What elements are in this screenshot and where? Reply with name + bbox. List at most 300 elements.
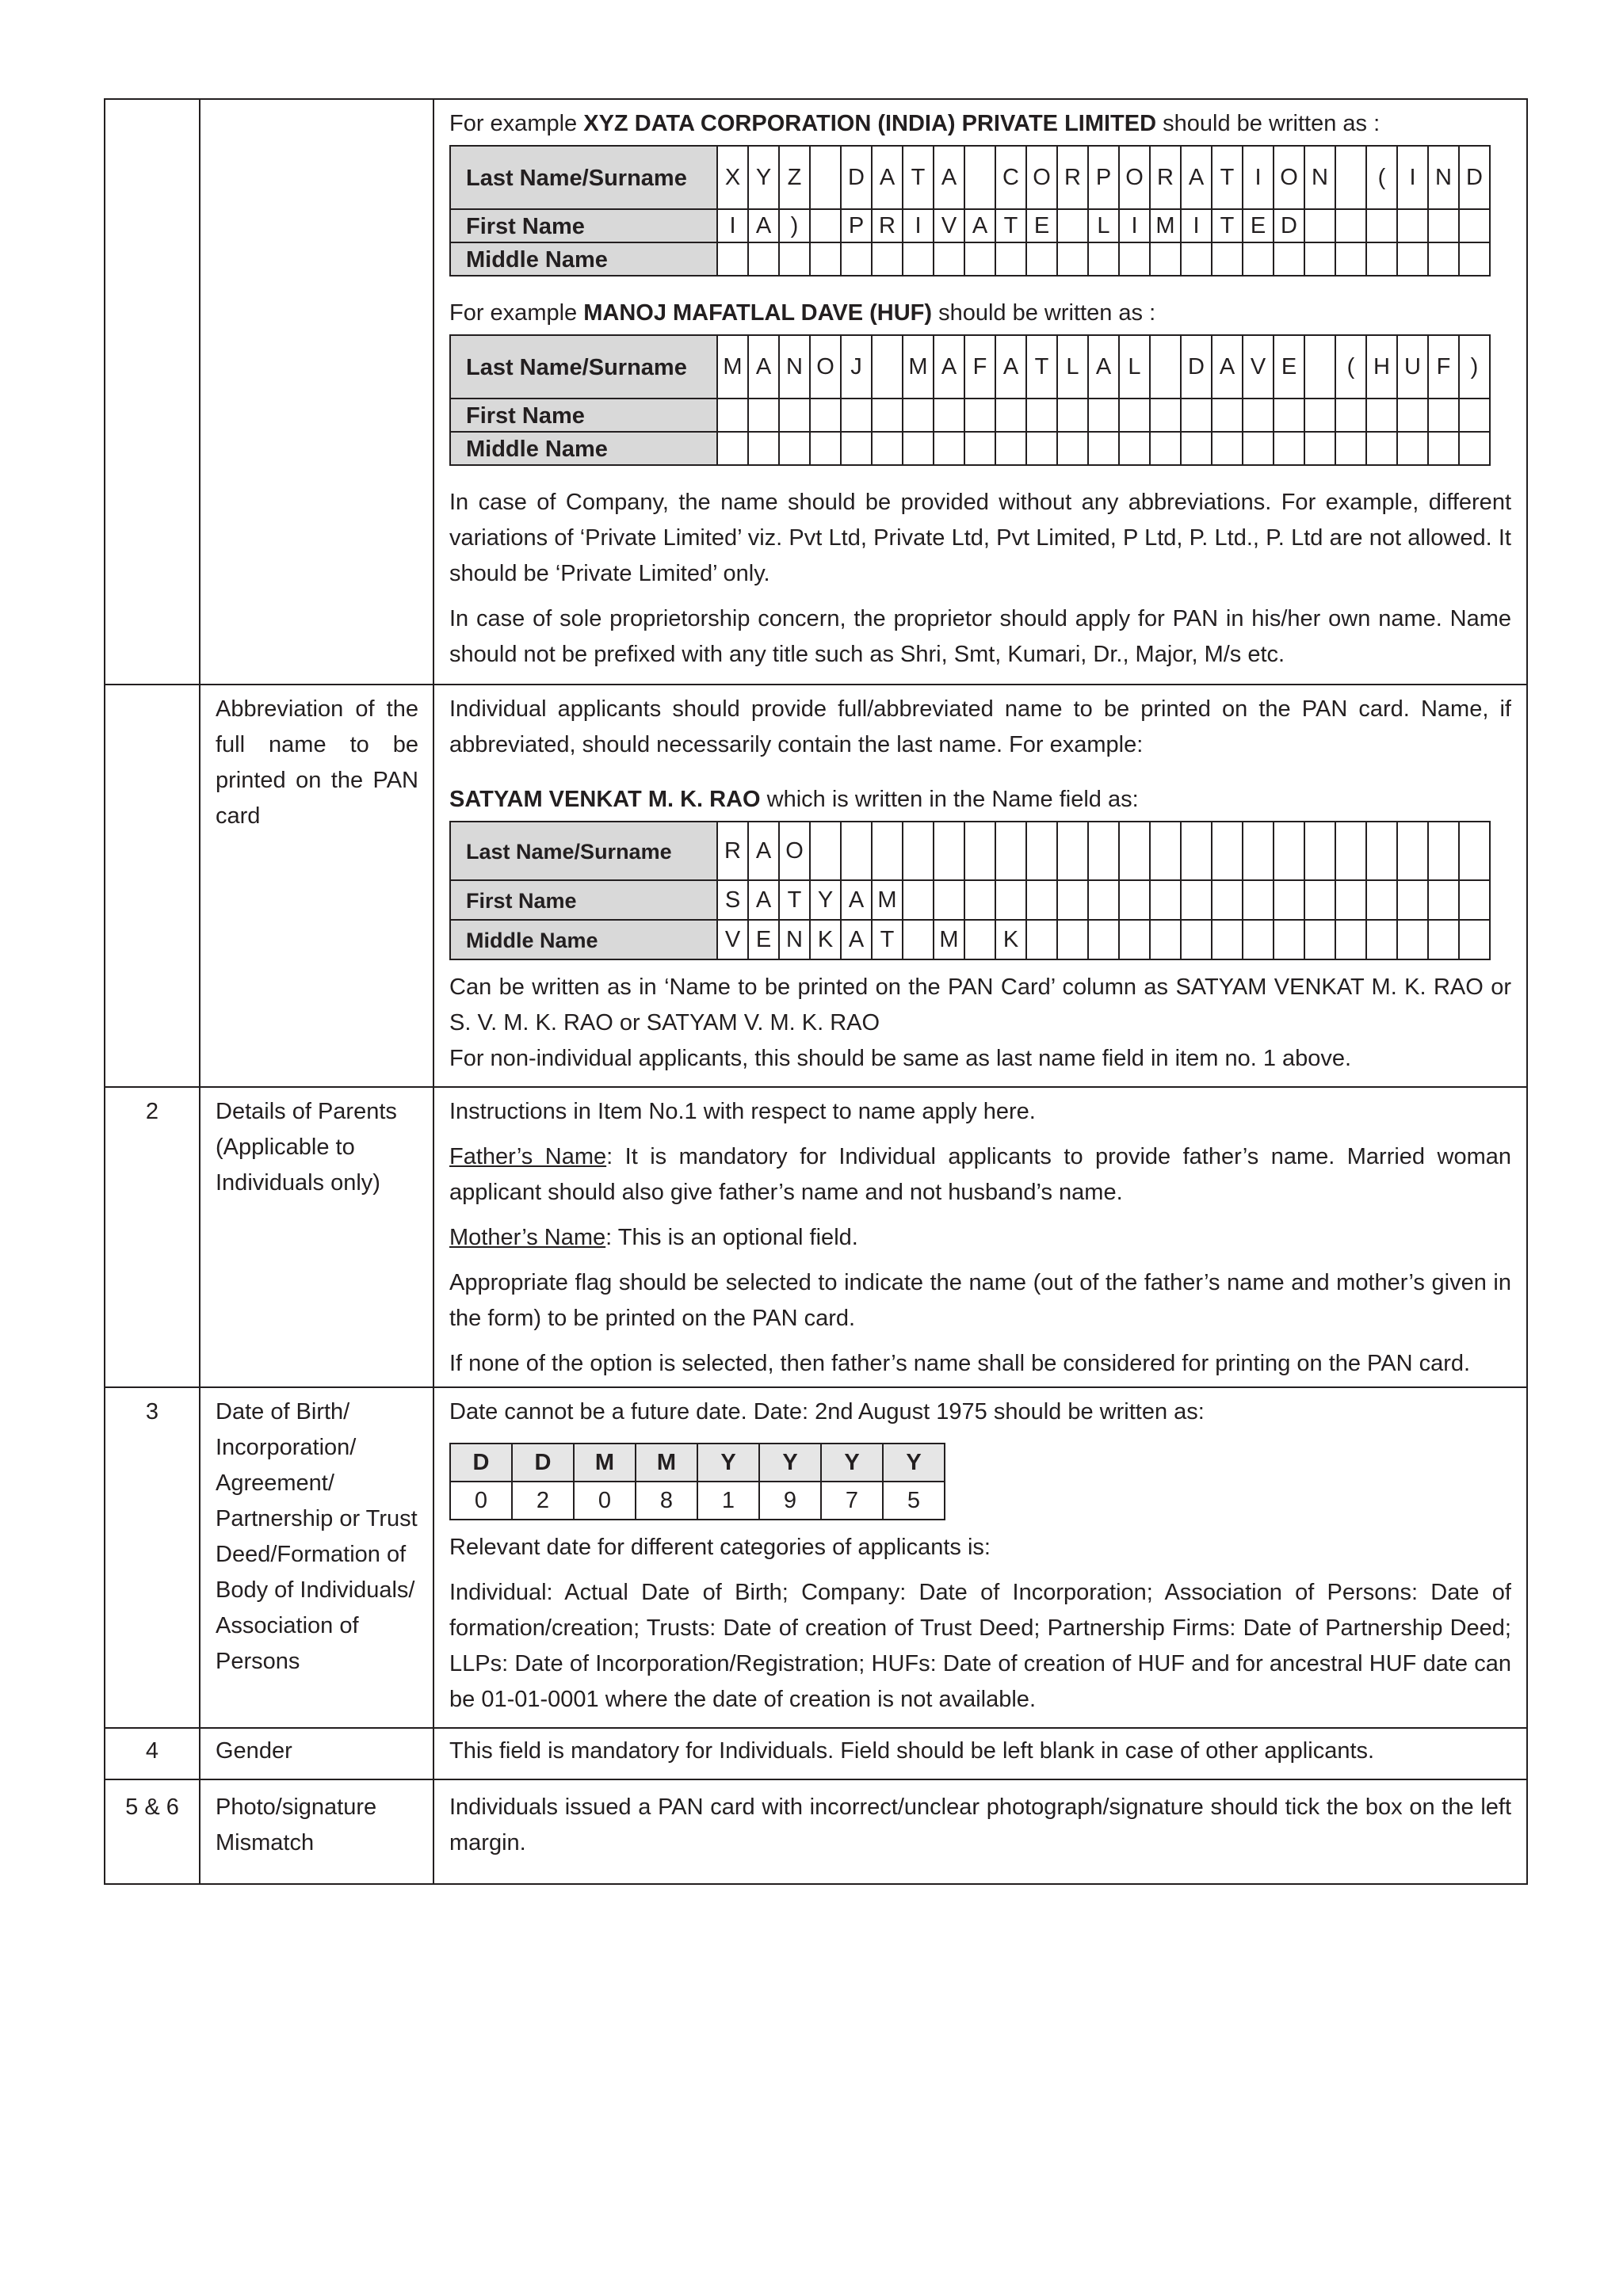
grid-char-cell: T [1212, 209, 1243, 242]
item-label-cell [200, 99, 433, 685]
date-value-cell: 0 [450, 1482, 512, 1520]
grid-char-cell [841, 399, 872, 432]
item-number-cell [105, 685, 200, 1087]
grid-char-cell: A [748, 822, 779, 880]
item-label-cell: Date of Birth/ Incorporation/ Agreement/ Partnership or Trust Deed/Formation of Body of Individuals/ Association of Persons [200, 1387, 433, 1728]
grid-char-cell: E [1274, 335, 1304, 399]
grid-char-cell [717, 242, 748, 276]
mother-name-text: : This is an optional field. [605, 1225, 858, 1250]
grid-char-cell: A [934, 335, 964, 399]
table-row-item2 [105, 1087, 1527, 1387]
item-number-cell [105, 99, 200, 685]
grid-char-cell: T [995, 209, 1026, 242]
example-intro: For example [449, 111, 584, 136]
grid-char-cell [934, 432, 964, 465]
grid-char-cell: O [1119, 146, 1150, 209]
date-format-cell: M [574, 1444, 636, 1482]
grid-char-cell [1335, 920, 1366, 959]
grid-char-cell: E [1243, 209, 1274, 242]
grid-char-cell: E [1026, 209, 1057, 242]
grid-char-cell: V [717, 920, 748, 959]
grid-char-cell [964, 880, 995, 920]
grid-row-last-name [450, 335, 1490, 399]
grid-char-cell [1119, 822, 1150, 880]
grid-char-cell: A [748, 209, 779, 242]
example-suffix: should be written as : [932, 300, 1156, 326]
grid-char-cell [748, 242, 779, 276]
grid-char-cell: A [964, 209, 995, 242]
grid-char-cell [964, 146, 995, 209]
item-label-cell [200, 1087, 433, 1387]
example-suffix: which is written in the Name field as: [760, 787, 1139, 812]
grid-char-cell: T [1026, 335, 1057, 399]
grid-char-cell [1057, 920, 1088, 959]
grid-char-cell [995, 822, 1026, 880]
grid-char-cell [1397, 822, 1428, 880]
grid-char-cell [995, 432, 1026, 465]
grid-char-cell [779, 242, 810, 276]
grid-char-cell [1459, 242, 1490, 276]
grid-char-cell [1459, 822, 1490, 880]
date-format-cell: D [512, 1444, 574, 1482]
date-value-cell: 1 [697, 1482, 759, 1520]
grid-char-cell [1304, 399, 1335, 432]
grid-char-cell: ) [1459, 335, 1490, 399]
grid-char-cell [1088, 920, 1119, 959]
grid-char-cell [1181, 399, 1212, 432]
grid-char-cell [810, 242, 841, 276]
grid-char-cell [903, 920, 934, 959]
grid-char-cell [1243, 432, 1274, 465]
item-content-cell [433, 1779, 1527, 1884]
grid-char-cell [1428, 242, 1459, 276]
grid-char-cell: R [872, 209, 903, 242]
grid-char-cell [1150, 880, 1181, 920]
grid-char-cell: I [1397, 146, 1428, 209]
table-row-item5-6 [105, 1779, 1527, 1884]
mother-name-note [449, 1220, 1511, 1256]
date-format-cell: M [636, 1444, 697, 1482]
grid-char-cell [903, 822, 934, 880]
grid-char-cell [1026, 880, 1057, 920]
grid-row-middle-name [450, 920, 1490, 959]
date-instruction: Date cannot be a future date. Date: 2nd August 1975 should be written as: [449, 1399, 1205, 1425]
grid-char-cell [995, 880, 1026, 920]
grid-char-cell [1459, 209, 1490, 242]
grid-char-cell: K [810, 920, 841, 959]
grid-char-cell [841, 242, 872, 276]
grid-char-cell [1428, 920, 1459, 959]
table-row-item1-cont [105, 99, 1527, 685]
grid-char-cell [1057, 242, 1088, 276]
grid-char-cell [1026, 242, 1057, 276]
grid-char-cell: A [872, 146, 903, 209]
grid-row-last-name [450, 146, 1490, 209]
grid-char-cell [1459, 399, 1490, 432]
grid-char-cell: ) [779, 209, 810, 242]
grid-char-cell: T [779, 880, 810, 920]
grid-char-cell [903, 432, 934, 465]
grid-char-cell: R [717, 822, 748, 880]
father-name-label: Father’s Name [449, 1144, 607, 1169]
grid-char-cell [810, 209, 841, 242]
grid-char-cell [964, 822, 995, 880]
grid-char-cell [1304, 432, 1335, 465]
name-grid-company [449, 145, 1491, 277]
grid-char-cell [1212, 822, 1243, 880]
grid-char-cell: N [1428, 146, 1459, 209]
grid-char-cell [1181, 822, 1212, 880]
grid-char-cell [1243, 880, 1274, 920]
table-row-abbreviation [105, 685, 1527, 1087]
relevant-date-details: Individual: Actual Date of Birth; Company: Date of Incorporation; Association of Persons: Date of formation/creation; Trusts: Date of creation of Trust Deed; Partnership Firms: Date of Partnership Deed; LLPs: Date of Incorporation/Registration; HUFs: Date of creation of HUF and for ancestral HUF date can be 01-01-0001 where the date of creation is not available. [449, 1580, 1511, 1712]
abbreviation-instruction: Individual applicants should provide full/abbreviated name to be printed on the PAN card. Name, if abbreviated, should necessarily contain the last name. For example: [449, 696, 1511, 757]
grid-char-cell: L [1057, 335, 1088, 399]
item-label-cell: Gender [200, 1728, 433, 1779]
item-label-cell: Abbreviation of the full name to be printed on the PAN card [200, 685, 433, 1087]
grid-char-cell [1304, 209, 1335, 242]
grid-char-cell [964, 242, 995, 276]
grid-char-cell: K [995, 920, 1026, 959]
grid-char-cell [964, 920, 995, 959]
grid-char-cell [1088, 822, 1119, 880]
grid-char-cell [1304, 920, 1335, 959]
grid-label: First Name [450, 399, 717, 432]
grid-char-cell [1181, 432, 1212, 465]
date-format-cell: Y [697, 1444, 759, 1482]
grid-char-cell [1119, 399, 1150, 432]
grid-row-first-name [450, 399, 1490, 432]
grid-label: Middle Name [450, 920, 717, 959]
grid-char-cell: S [717, 880, 748, 920]
grid-char-cell [1150, 335, 1181, 399]
father-name-text: : It is mandatory for Individual applicants to provide father’s name. Married woman applicant should also give father’s name and not husband’s name. [449, 1144, 1511, 1205]
date-format-cell: D [450, 1444, 512, 1482]
grid-char-cell: T [872, 920, 903, 959]
grid-char-cell: Y [810, 880, 841, 920]
grid-char-cell [934, 242, 964, 276]
grid-char-cell: D [1181, 335, 1212, 399]
grid-char-cell [1057, 880, 1088, 920]
grid-char-cell [717, 432, 748, 465]
grid-char-cell [1057, 209, 1088, 242]
grid-char-cell [748, 399, 779, 432]
grid-char-cell [1243, 920, 1274, 959]
grid-char-cell: M [872, 880, 903, 920]
date-value-cell: 9 [759, 1482, 821, 1520]
grid-char-cell: X [717, 146, 748, 209]
grid-char-cell: P [841, 209, 872, 242]
grid-char-cell [1397, 209, 1428, 242]
item-label-cell: Photo/signature Mismatch [200, 1779, 433, 1884]
grid-char-cell [903, 880, 934, 920]
grid-char-cell: A [1212, 335, 1243, 399]
grid-char-cell: A [1088, 335, 1119, 399]
example2-line [449, 296, 1511, 331]
grid-char-cell: L [1119, 335, 1150, 399]
date-format-cell: Y [821, 1444, 883, 1482]
grid-char-cell [1397, 399, 1428, 432]
grid-char-cell [903, 399, 934, 432]
grid-char-cell [1366, 399, 1397, 432]
grid-char-cell: V [934, 209, 964, 242]
date-format-cell: Y [759, 1444, 821, 1482]
grid-char-cell [1243, 822, 1274, 880]
grid-char-cell [872, 432, 903, 465]
grid-char-cell [1119, 432, 1150, 465]
grid-char-cell [1212, 242, 1243, 276]
name-grid-huf [449, 334, 1491, 466]
grid-char-cell [964, 399, 995, 432]
grid-char-cell [1057, 432, 1088, 465]
grid-char-cell [1274, 242, 1304, 276]
grid-char-cell: A [748, 335, 779, 399]
item-label-line: (Applicable to Individuals only) [216, 1135, 380, 1196]
grid-char-cell [810, 822, 841, 880]
grid-char-cell [1274, 822, 1304, 880]
grid-char-cell [1304, 335, 1335, 399]
grid-char-cell [1304, 242, 1335, 276]
grid-char-cell: A [748, 880, 779, 920]
grid-char-cell [1335, 432, 1366, 465]
grid-label: Last Name/Surname [450, 822, 717, 880]
grid-char-cell [841, 822, 872, 880]
grid-char-cell: M [934, 920, 964, 959]
grid-label: Middle Name [450, 432, 717, 465]
relevant-date-intro: Relevant date for different categories of applicants is: [449, 1535, 991, 1560]
grid-char-cell: O [810, 335, 841, 399]
grid-char-cell [1243, 242, 1274, 276]
grid-char-cell [1459, 920, 1490, 959]
date-format-cell: Y [883, 1444, 945, 1482]
grid-char-cell: A [1181, 146, 1212, 209]
date-value-row [450, 1482, 945, 1520]
grid-char-cell: I [717, 209, 748, 242]
photo-signature-note: Individuals issued a PAN card with incorrect/unclear photograph/signature should tick the box on the left margin. [449, 1794, 1511, 1855]
grid-char-cell [934, 822, 964, 880]
grid-char-cell: N [779, 335, 810, 399]
grid-label: First Name [450, 209, 717, 242]
item-number-cell: 3 [105, 1387, 200, 1728]
item-content-cell [433, 99, 1527, 685]
grid-char-cell: O [779, 822, 810, 880]
grid-char-cell [1459, 880, 1490, 920]
grid-char-cell [903, 242, 934, 276]
date-value-cell: 5 [883, 1482, 945, 1520]
grid-row-middle-name [450, 432, 1490, 465]
grid-char-cell: A [995, 335, 1026, 399]
grid-char-cell: N [779, 920, 810, 959]
example-name: XYZ DATA CORPORATION (INDIA) PRIVATE LIMITED [583, 111, 1157, 136]
grid-char-cell: P [1088, 146, 1119, 209]
grid-char-cell [1366, 822, 1397, 880]
grid-char-cell [810, 146, 841, 209]
grid-char-cell [1366, 242, 1397, 276]
grid-char-cell: U [1397, 335, 1428, 399]
grid-char-cell [1428, 432, 1459, 465]
date-value-cell: 0 [574, 1482, 636, 1520]
date-value-cell: 8 [636, 1482, 697, 1520]
grid-char-cell [872, 242, 903, 276]
grid-char-cell: Y [748, 146, 779, 209]
example-intro: For example [449, 300, 584, 326]
grid-char-cell [1274, 880, 1304, 920]
grid-char-cell [1150, 399, 1181, 432]
grid-char-cell [1397, 242, 1428, 276]
non-individual-note: For non-individual applicants, this should be same as last name field in item no. 1 above. [449, 1046, 1352, 1071]
grid-char-cell [1026, 920, 1057, 959]
grid-char-cell [872, 822, 903, 880]
item-content-cell [433, 1728, 1527, 1779]
grid-char-cell [1397, 880, 1428, 920]
grid-char-cell [1150, 920, 1181, 959]
grid-char-cell: T [903, 146, 934, 209]
grid-row-last-name [450, 822, 1490, 880]
grid-char-cell [1088, 242, 1119, 276]
grid-char-cell [841, 432, 872, 465]
grid-char-cell [1243, 399, 1274, 432]
grid-char-cell [1150, 822, 1181, 880]
grid-char-cell [1459, 432, 1490, 465]
grid-char-cell [1335, 209, 1366, 242]
grid-char-cell [779, 432, 810, 465]
grid-char-cell [1397, 920, 1428, 959]
grid-char-cell [1181, 920, 1212, 959]
grid-char-cell [1119, 242, 1150, 276]
date-format-row [450, 1444, 945, 1482]
table-row-item4 [105, 1728, 1527, 1779]
grid-char-cell: F [964, 335, 995, 399]
grid-char-cell: C [995, 146, 1026, 209]
grid-char-cell: J [841, 335, 872, 399]
grid-char-cell [1026, 432, 1057, 465]
grid-char-cell [1304, 822, 1335, 880]
grid-char-cell: R [1057, 146, 1088, 209]
gender-note: This field is mandatory for Individuals. Field should be left blank in case of other applicants. [449, 1738, 1375, 1764]
grid-char-cell [1274, 920, 1304, 959]
grid-char-cell [1119, 880, 1150, 920]
grid-char-cell [1026, 399, 1057, 432]
example-name: SATYAM VENKAT M. K. RAO [449, 787, 761, 812]
grid-char-cell [1181, 880, 1212, 920]
parents-intro: Instructions in Item No.1 with respect to name apply here. [449, 1099, 1036, 1124]
grid-char-cell: M [903, 335, 934, 399]
grid-char-cell [934, 880, 964, 920]
grid-char-cell [1335, 242, 1366, 276]
grid-char-cell: T [1212, 146, 1243, 209]
grid-char-cell [1026, 822, 1057, 880]
grid-char-cell: R [1150, 146, 1181, 209]
grid-char-cell: M [1150, 209, 1181, 242]
grid-char-cell [1366, 880, 1397, 920]
grid-char-cell: N [1304, 146, 1335, 209]
grid-char-cell [1335, 880, 1366, 920]
grid-char-cell [1366, 920, 1397, 959]
example-suffix: should be written as : [1156, 111, 1381, 136]
grid-char-cell [934, 399, 964, 432]
grid-row-middle-name [450, 242, 1490, 276]
grid-char-cell [872, 399, 903, 432]
proprietorship-note: In case of sole proprietorship concern, the proprietor should apply for PAN in his/her own name. Name should not be prefixed with any title such as Shri, Smt, Kumari, Dr., Major, M/s etc. [449, 606, 1511, 667]
grid-char-cell [717, 399, 748, 432]
grid-char-cell [1088, 880, 1119, 920]
grid-char-cell [1212, 399, 1243, 432]
grid-char-cell [1057, 822, 1088, 880]
grid-char-cell [872, 335, 903, 399]
grid-char-cell [1212, 880, 1243, 920]
grid-char-cell: A [841, 920, 872, 959]
grid-char-cell [995, 242, 1026, 276]
grid-char-cell [779, 399, 810, 432]
grid-char-cell [1366, 209, 1397, 242]
grid-char-cell [1428, 822, 1459, 880]
grid-char-cell [1181, 242, 1212, 276]
grid-char-cell: E [748, 920, 779, 959]
item-content-cell [433, 685, 1527, 1087]
grid-char-cell: A [841, 880, 872, 920]
grid-char-cell: ( [1335, 335, 1366, 399]
grid-label: Middle Name [450, 242, 717, 276]
grid-char-cell: V [1243, 335, 1274, 399]
date-value-cell: 2 [512, 1482, 574, 1520]
grid-char-cell [810, 399, 841, 432]
grid-char-cell: I [1119, 209, 1150, 242]
grid-char-cell [748, 432, 779, 465]
item-number-cell: 4 [105, 1728, 200, 1779]
flag-note: Appropriate flag should be selected to indicate the name (out of the father’s name and mother’s given in the form) to be printed on the PAN card. [449, 1270, 1511, 1331]
grid-char-cell: I [903, 209, 934, 242]
grid-char-cell [1150, 432, 1181, 465]
item-content-cell [433, 1087, 1527, 1387]
grid-label: Last Name/Surname [450, 146, 717, 209]
grid-char-cell: D [1459, 146, 1490, 209]
grid-char-cell [1150, 242, 1181, 276]
company-name-note: In case of Company, the name should be provided without any abbreviations. For example, different variations of ‘Private Limited’ viz. Pvt Ltd, Private Ltd, Pvt Limited, P Ltd, P. Ltd., P. Ltd are not allowed. It should be ‘Private Limited’ only. [449, 490, 1511, 586]
grid-label: First Name [450, 880, 717, 920]
example-name: MANOJ MAFATLAL DAVE (HUF) [583, 300, 933, 326]
grid-char-cell: D [841, 146, 872, 209]
table-row-item3 [105, 1387, 1527, 1728]
grid-char-cell [1335, 822, 1366, 880]
grid-char-cell [1088, 432, 1119, 465]
abbreviation-example-line [449, 782, 1511, 818]
item-number-cell: 2 [105, 1087, 200, 1387]
item-content-cell [433, 1387, 1527, 1728]
grid-char-cell [810, 432, 841, 465]
grid-char-cell: M [717, 335, 748, 399]
item-number-cell: 5 & 6 [105, 1779, 200, 1884]
grid-char-cell [1304, 880, 1335, 920]
mother-name-label: Mother’s Name [449, 1225, 606, 1250]
abbreviation-variants: Can be written as in ‘Name to be printed on the PAN Card’ column as SATYAM VENKAT M. K. RAO or S. V. M. K. RAO or SATYAM V. M. K. RAO [449, 974, 1511, 1035]
grid-char-cell: ( [1366, 146, 1397, 209]
grid-char-cell: D [1274, 209, 1304, 242]
grid-char-cell [1119, 920, 1150, 959]
grid-char-cell [1212, 920, 1243, 959]
name-grid-individual [449, 821, 1491, 960]
grid-char-cell [1335, 146, 1366, 209]
grid-char-cell [1428, 399, 1459, 432]
grid-char-cell [1428, 209, 1459, 242]
instructions-table [104, 98, 1528, 1885]
grid-char-cell [964, 432, 995, 465]
grid-char-cell: O [1274, 146, 1304, 209]
grid-char-cell: F [1428, 335, 1459, 399]
grid-char-cell [1057, 399, 1088, 432]
grid-char-cell [1366, 432, 1397, 465]
grid-char-cell: Z [779, 146, 810, 209]
grid-char-cell: I [1243, 146, 1274, 209]
